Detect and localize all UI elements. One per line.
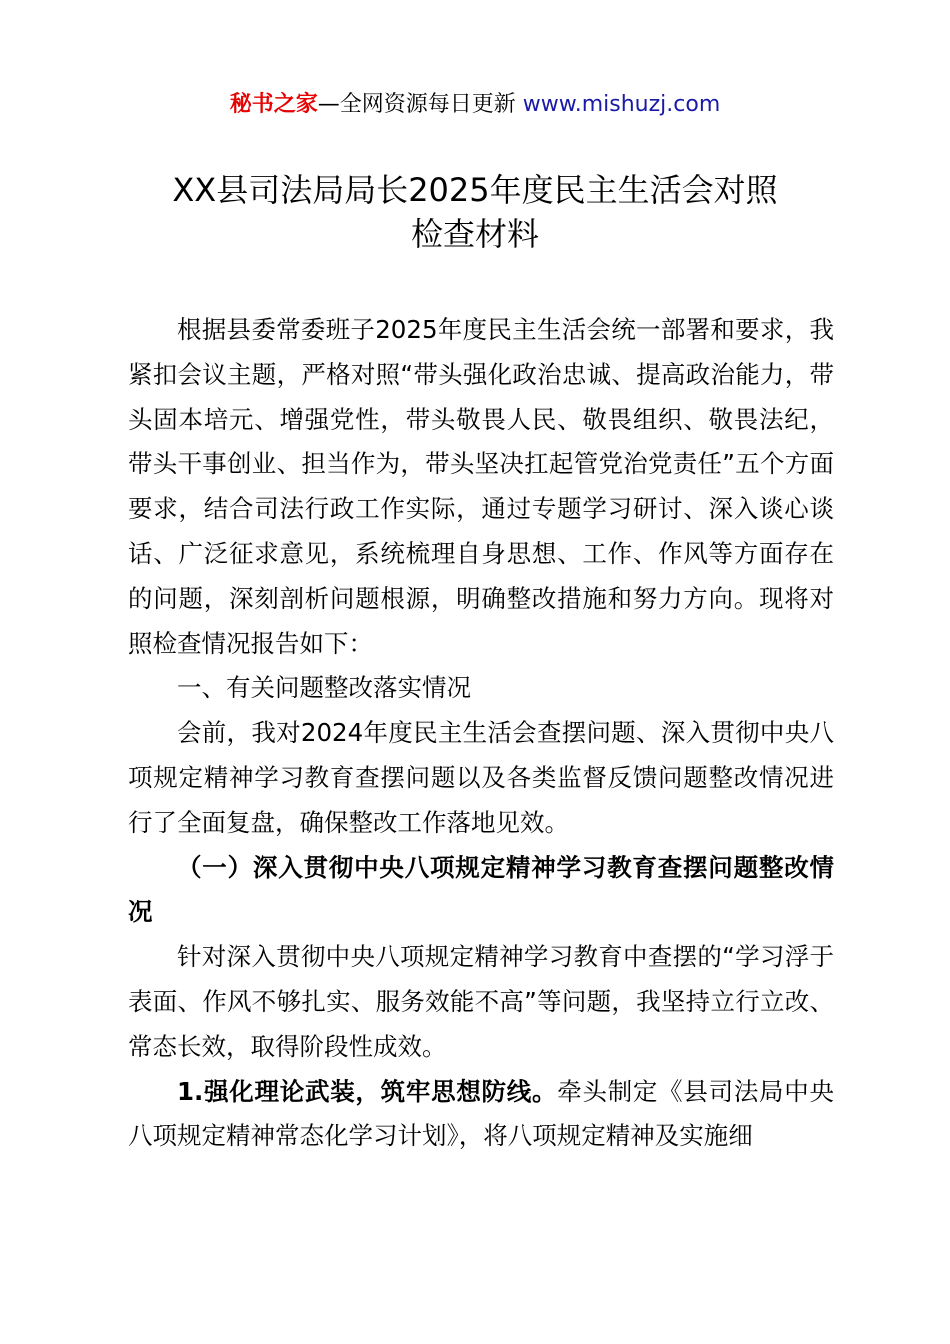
header-tagline: —全网资源每日更新 <box>317 92 516 117</box>
item-1-lead: 1.强化理论武装，筑牢思想防线。 <box>177 1076 558 1106</box>
paragraph-item-1 <box>128 1070 834 1160</box>
paragraph-review: 会前，我对2024年度民主生活会查摆问题、深入贯彻中央八项规定精神学习教育查摆问题以及各类监督反馈问题整改情况进行了全面复盘，确保整改工作落地见效。 <box>128 718 834 837</box>
site-header <box>0 88 950 122</box>
title-line-2: 检查材料 <box>410 215 539 253</box>
document-title <box>100 168 850 256</box>
title-line-1: XX县司法局局长2025年度民主生活会对照 <box>172 171 778 209</box>
section-heading-1: 一、有关问题整改落实情况 <box>177 673 471 703</box>
item-1-text: 牵头制定《县司法局中央八项规定精神常态化学习计划》，将八项规定精神及实施细 <box>128 1076 835 1151</box>
site-url-link[interactable]: www.mishuzj.com <box>522 92 721 117</box>
intro-paragraph: 根据县委常委班子2025年度民主生活会统一部署和要求，我紧扣会议主题，严格对照“带头强化政治忠诚、提高政治能力，带头固本培元、增强党性，带头敬畏人民、敬畏组织、敬畏法纪，带头干事创业、担当作为，带头坚决扛起管党治党责任”五个方面要求，结合司法行政工作实际，通过专题学习研讨、深入谈心谈话、广泛征求意见，系统梳理自身思想、工作、作风等方面存在的问题，深刻剖析问题根源，明确整改措施和努力方向。现将对照检查情况报告如下： <box>128 315 834 658</box>
subsection-heading-1: （一）深入贯彻中央八项规定精神学习教育查摆问题整改情况 <box>128 852 834 927</box>
paragraph-rectification: 针对深入贯彻中央八项规定精神学习教育中查摆的“学习浮于表面、作风不够扎实、服务效能不高”等问题，我坚持立行立改、常态长效，取得阶段性成效。 <box>128 942 834 1061</box>
brand-name: 秘书之家 <box>229 92 318 117</box>
document-body <box>128 308 834 1159</box>
